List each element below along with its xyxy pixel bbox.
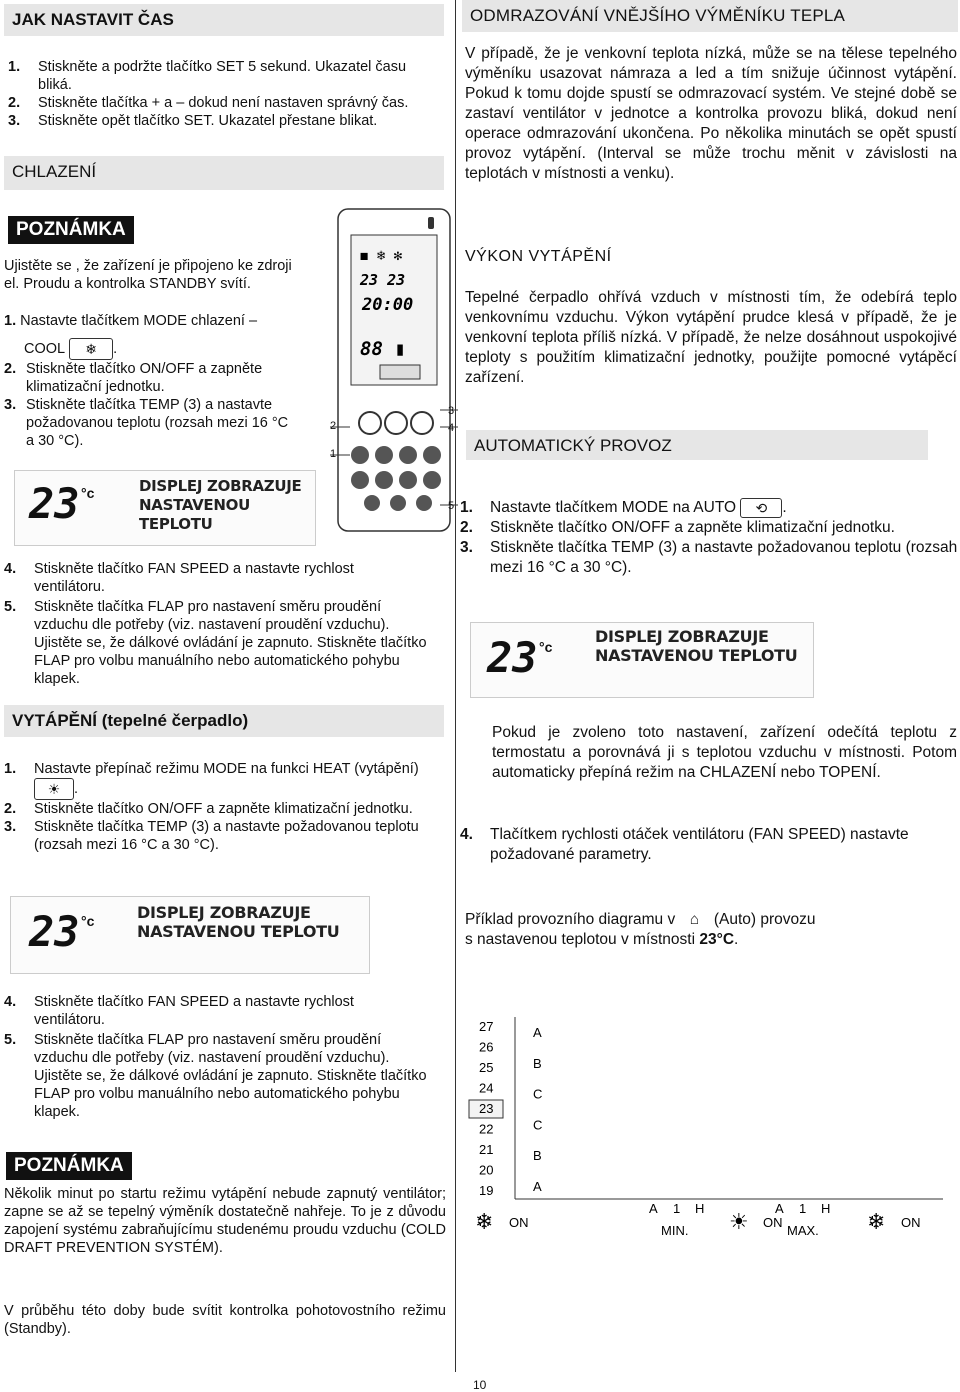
list-item: 3. Stiskněte opět tlačítko SET. Ukazatel přestane blikat. <box>8 113 378 129</box>
callout-5: 5 <box>448 500 455 512</box>
display-caption: DISPLEJ ZOBRAZUJE NASTAVENOU TEPLOTU <box>137 903 340 941</box>
svg-text:23 23: 23 23 <box>360 271 406 289</box>
auto-house-icon: ⌂ <box>689 911 700 928</box>
list-item: 3. Stiskněte tlačítka TEMP (3) a nastavte požadovanou teplotu (rozsah mezi 16 °C a 30 °C). <box>4 397 289 449</box>
note-label: POZNÁMKA <box>6 1152 132 1180</box>
cooling-step-1: 1. Nastavte tlačítkem MODE chlazení – COOL ❄ . <box>4 312 300 360</box>
zone-label: C <box>533 1117 543 1133</box>
on-label: ON <box>509 1215 529 1230</box>
display-caption: DISPLEJ ZOBRAZUJE NASTAVENOU TEPLOTU <box>595 627 798 665</box>
display-panel <box>10 896 370 974</box>
on-label: ON <box>901 1215 921 1230</box>
list-item: 4. Tlačítkem rychlosti otáček ventilátoru (FAN SPEED) nastavte požadované parametry. <box>460 826 909 863</box>
zone-label: A <box>533 1025 542 1040</box>
cooling-steps <box>4 360 300 450</box>
arrow-label: H <box>821 1201 831 1216</box>
zone-label: C <box>533 1086 543 1102</box>
sun-icon: ☀ <box>729 1210 749 1235</box>
temp-label: 19 <box>479 1183 494 1198</box>
list-item: 1. Nastavte přepínač režimu MODE na funkci HEAT (vytápění) ☀ . <box>4 760 428 800</box>
display-temp: 23 <box>487 633 538 682</box>
auto-heading: AUTOMATICKÝ PROVOZ <box>466 430 928 460</box>
celsius-icon: °c <box>81 485 95 501</box>
svg-text:88 ▮: 88 ▮ <box>360 338 406 360</box>
auto-step-4 <box>460 825 958 865</box>
display-temp: 23 <box>29 479 80 528</box>
range-label: MIN. <box>661 1223 689 1238</box>
remote-control-illustration <box>330 205 460 535</box>
callout-1: 1 <box>330 448 337 460</box>
note-label: POZNÁMKA <box>8 216 134 244</box>
defrost-text: V případě, že je venkovní teplota nízká, může se na tělese tepelného výměníku usazovat námraza a led a tím snižuje účinnost vytápění. Pokud k tomu dojde spustí se odmrazovací systém. Ve stejné době se zastaví ventilátor v jednotce a kontrolka provozu bliká, dokud není operace odmrazování ukončena. Po několika minutách se opět spustí provoz vytápění. (Interval se může trochu měnit v závislosti na teplotách v místnosti a venku). <box>465 45 957 182</box>
page-number: 10 <box>473 1378 487 1392</box>
heat-sun-icon: ☀ <box>34 778 74 800</box>
list-item: 5. Stiskněte tlačítka FLAP pro nastavení směru proudění vzduchu dle potřeby (viz. nastavení proudění vzduchu). Ujistěte se, že dálkové ovládání je zapnuto. Stiskněte tlačítko FLAP pro volbu manuálního nebo automatického pohybu klapek. <box>4 599 427 687</box>
list-item: 2. Stiskněte tlačítko ON/OFF a zapněte klimatizační jednotku. <box>4 361 263 395</box>
display-temp: 23 <box>29 907 80 956</box>
arrow-label: 1 <box>799 1201 807 1216</box>
heat-output-text: Tepelné čerpadlo ohřívá vzduch v místnosti tím, že odebírá teplo venkovnímu vzduchu. Výkon vytápění prudce klesá v případě, že je venkovní teplota příliš nízká. V případě, že nelze dosáhnout uspokojivé teploty s použitím klimatizační jednotky, použijte pomocné vytápěcí zařízení. <box>465 289 957 386</box>
auto-example: Příklad provozního diagramu v ⌂ (Auto) provozu s nastavenou teplotou v místnosti 23°C. <box>465 911 816 948</box>
set-time-steps <box>8 58 440 130</box>
list-item: 2. Stiskněte tlačítko ON/OFF a zapněte klimatizační jednotku. <box>460 519 895 537</box>
temp-label: 23 <box>479 1101 494 1116</box>
remote-control-icon <box>330 205 460 535</box>
list-item: 4. Stiskněte tlačítko FAN SPEED a nastavte rychlost ventilátoru. <box>4 561 354 595</box>
temp-label: 21 <box>479 1142 494 1157</box>
temp-label: 27 <box>479 1019 494 1034</box>
heating-note: Několik minut po startu režimu vytápění nebude zapnutý ventilátor; zapne se až se tepelný výměník dostatečně nahřeje. To je z důvodu zapojení systému zabraňujícímu studenému proudu vzduchu (COLD DRAFT PREVENTION SYSTÉM). <box>4 1186 446 1256</box>
snowflake-icon: ❄ <box>867 1210 886 1235</box>
standby-note: V průběhu této doby bude svítit kontrolka pohotovostního režimu (Standby). <box>4 1303 446 1337</box>
heating-step-1 <box>4 760 428 854</box>
list-item: 1. Nastavte tlačítkem MODE na AUTO ⟲ . <box>460 499 787 517</box>
heating-heading: VYTÁPĚNÍ (tepelné čerpadlo) <box>4 705 444 737</box>
svg-text:20:00: 20:00 <box>362 295 414 315</box>
temp-label: 20 <box>479 1162 494 1178</box>
diagram-svg <box>465 1015 945 1255</box>
cooling-steps-after <box>4 560 428 688</box>
list-item: 1. Stiskněte a podržte tlačítko SET 5 sekund. Ukazatel času bliká. <box>8 59 407 93</box>
arrow-label: 1 <box>673 1201 681 1216</box>
callout-4: 4 <box>448 422 455 434</box>
temp-label: 24 <box>479 1080 494 1096</box>
heating-steps-after <box>4 993 428 1121</box>
zone-label: A <box>533 1178 542 1194</box>
temp-label: 22 <box>479 1121 494 1137</box>
arrow-label: A <box>775 1201 784 1216</box>
celsius-icon: °c <box>539 639 553 655</box>
set-time-heading: JAK NASTAVIT ČAS <box>4 4 444 36</box>
defrost-heading: ODMRAZOVÁNÍ VNĚJŠÍHO VÝMĚNÍKU TEPLA <box>462 0 958 32</box>
arrow-label: H <box>695 1201 705 1216</box>
range-label: MAX. <box>787 1223 819 1238</box>
cooling-intro: Ujistěte se , že zařízení je připojeno ke zdroji el. Proudu a kontrolka STANDBY svítí. <box>4 258 292 292</box>
list-item: 3. Stiskněte tlačítka TEMP (3) a nastavte požadovanou teplotu (rozsah mezi 16 °C a 30 °C). <box>460 539 958 577</box>
heat-output-heading: VÝKON VYTÁPĚNÍ <box>465 248 612 265</box>
cool-snowflake-icon: ❄ <box>69 338 113 360</box>
auto-steps <box>460 498 958 578</box>
arrow-label: A <box>649 1201 658 1216</box>
temp-label: 25 <box>479 1060 494 1075</box>
list-item: 5. Stiskněte tlačítka FLAP pro nastavení směru proudění vzduchu dle potřeby (viz. nastavení proudění vzduchu). Ujistěte se, že dálkové ovládání je zapnuto. Stiskněte tlačítko FLAP pro volbu manuálního nebo automatického pohybu klapek. <box>4 1032 427 1120</box>
display-panel <box>470 622 814 698</box>
list-item: 3. Stiskněte tlačítka TEMP (3) a nastavte požadovanou teplotu (rozsah mezi 16 °C a 30 °C). <box>4 819 419 853</box>
auto-paragraph: Pokud je zvoleno toto nastavení, zařízení odečítá teplotu z termostatu a porovnává ji s teplotou vzduchu v místnosti. Potom automaticky přepíná režim na CHLAZENÍ nebo TOPENÍ. <box>492 724 957 781</box>
zone-label: B <box>533 1148 542 1163</box>
list-item: 4. Stiskněte tlačítko FAN SPEED a nastavte rychlost ventilátoru. <box>4 994 354 1028</box>
snowflake-icon: ❄ <box>475 1210 494 1235</box>
display-panel <box>14 470 316 546</box>
svg-text:◼ ❄ ✻: ◼ ❄ ✻ <box>360 248 403 264</box>
zone-label: B <box>533 1055 542 1071</box>
callout-3: 3 <box>448 405 455 417</box>
list-item: 2. Stiskněte tlačítka + a – dokud není nastaven správný čas. <box>8 95 409 111</box>
on-label: ON <box>763 1215 783 1230</box>
temp-label: 26 <box>479 1039 494 1055</box>
list-item: 2. Stiskněte tlačítko ON/OFF a zapněte klimatizační jednotku. <box>4 801 413 817</box>
callout-2: 2 <box>330 420 337 432</box>
auto-mode-icon: ⟲ <box>740 498 782 518</box>
cooling-heading: CHLAZENÍ <box>4 156 444 190</box>
celsius-icon: °c <box>81 913 95 929</box>
display-caption: DISPLEJ ZOBRAZUJE NASTAVENOU TEPLOTU <box>139 477 302 533</box>
auto-mode-diagram <box>465 1015 945 1255</box>
